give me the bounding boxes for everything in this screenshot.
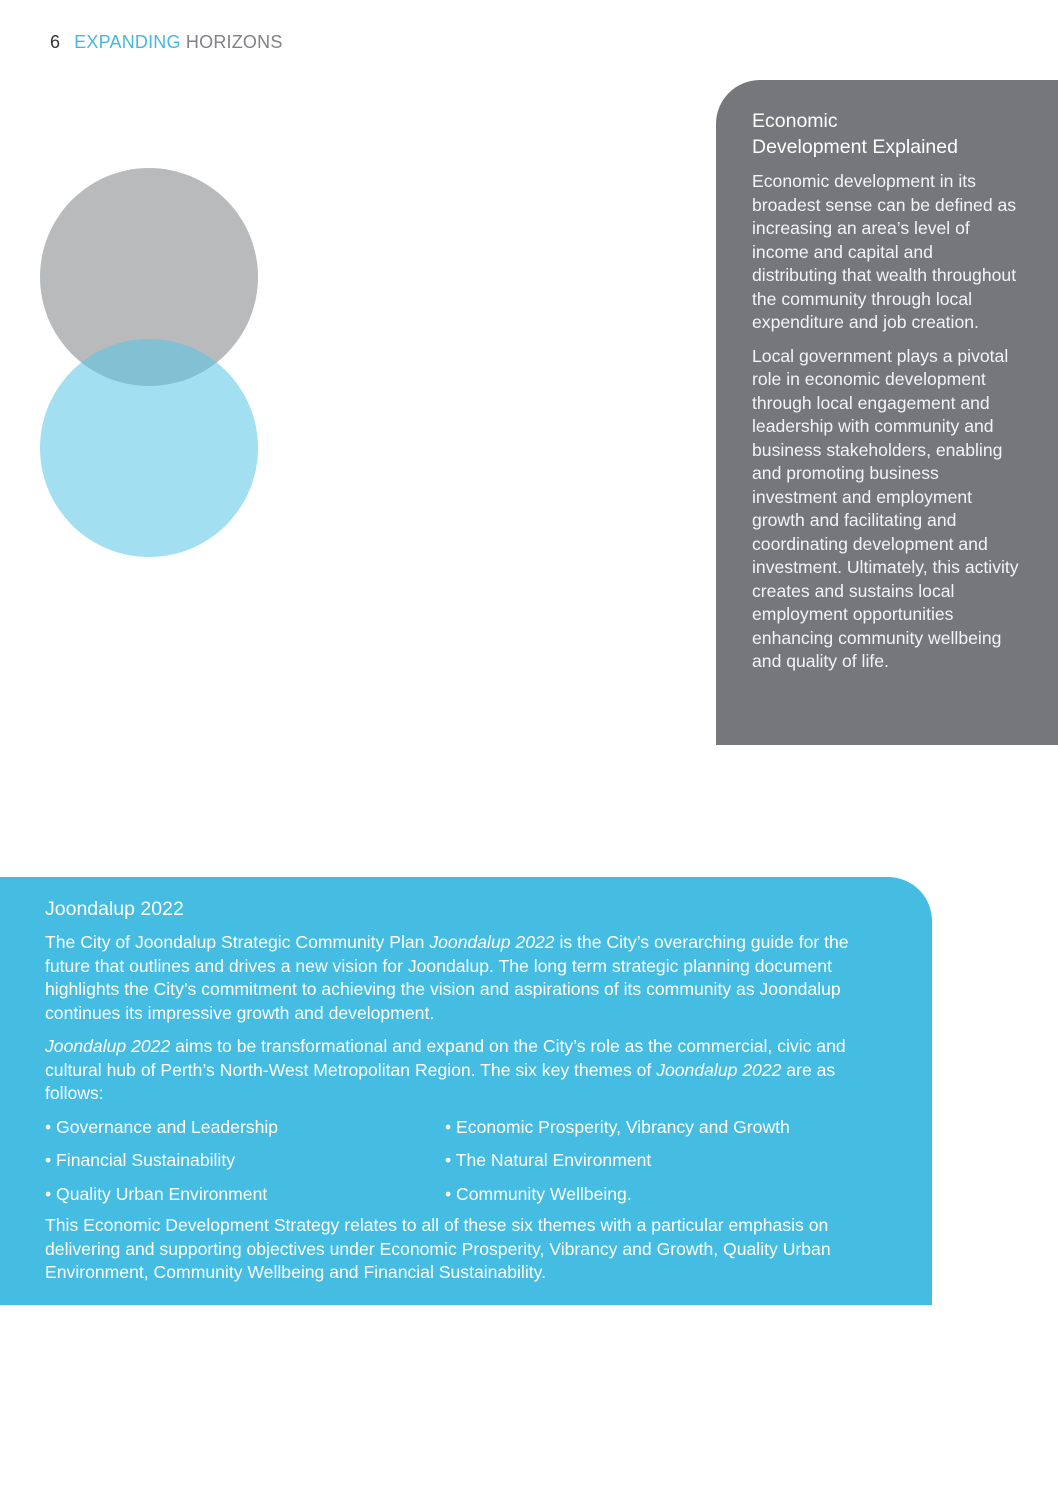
joondalup-paragraph-3: This Economic Development Strategy relates to all of these six themes with a particular emphasis on delivering and supporting objectives under Economic Prosperity, Vibrancy and Growth, Quality Urban Environment, Community Wellbeing and Financial Sustainability. bbox=[45, 1215, 831, 1282]
blue-circle-graphic bbox=[40, 339, 258, 557]
para2-plan-title-2: Joondalup 2022 bbox=[656, 1059, 782, 1080]
list-item: • Quality Urban Environment bbox=[45, 1183, 268, 1204]
list-item: • Financial Sustainability bbox=[45, 1150, 236, 1170]
joondalup-paragraph-2 bbox=[45, 1035, 892, 1106]
page-number: 6 bbox=[50, 32, 61, 52]
sidebar-heading-line1: Economic bbox=[752, 110, 838, 132]
para1-text-start: The City of Joondalup Strategic Community Plan bbox=[45, 932, 430, 952]
key-themes-list bbox=[45, 1116, 892, 1207]
sidebar-heading bbox=[752, 108, 1002, 160]
sidebar-heading-line2: Development Explained bbox=[752, 136, 958, 158]
joondalup-2022-panel bbox=[0, 877, 932, 1305]
decorative-circles bbox=[40, 168, 260, 560]
list-item: • Economic Prosperity, Vibrancy and Growth bbox=[445, 1116, 790, 1137]
para2-plan-title: Joondalup 2022 bbox=[45, 1036, 171, 1056]
para2-text-end: are as follows: bbox=[45, 1059, 836, 1103]
header-title-horizons: HORIZONS bbox=[180, 32, 283, 52]
joondalup-heading: Joondalup 2022 bbox=[45, 898, 184, 920]
para2-text-mid: aims to be transformational and expand on the City’s role as the commercial, civic and cultural hub of Perth’s North-West Metropolitan Region. The six key themes of bbox=[45, 1036, 846, 1080]
running-header bbox=[50, 32, 283, 53]
header-title-expanding: EXPANDING bbox=[74, 32, 181, 52]
para1-plan-title: Joondalup 2022 bbox=[429, 932, 555, 952]
sidebar-paragraph-1: Economic development in its broadest sense can be defined as increasing an area’s level of income and capital and distributing that wealth throughout the community through local expenditure and job creation. bbox=[752, 171, 1017, 332]
joondalup-paragraph-1 bbox=[45, 931, 892, 1025]
economic-development-sidebar bbox=[716, 80, 1058, 745]
list-item: • Community Wellbeing. bbox=[445, 1183, 632, 1204]
list-item: • Governance and Leadership bbox=[45, 1116, 279, 1137]
sidebar-paragraph-2: Local government plays a pivotal role in economic development through local engagement and leadership with community and business stakeholders, enabling and promoting business investment and employment growth and facilitating and coordinating development and investment. Ultimately, this activity creates and sustains local employment opportunities enhancing community wellbeing and quality of life. bbox=[752, 345, 1019, 671]
list-item: • The Natural Environment bbox=[445, 1150, 652, 1170]
para1-text-end: is the City’s overarching guide for the future that outlines and drives a new vision for Joondalup. The long term strategic planning document highlights the City’s commitment to achieving the vision and aspirations of its community as Joondalup continues its impressive growth and development. bbox=[45, 932, 849, 1023]
